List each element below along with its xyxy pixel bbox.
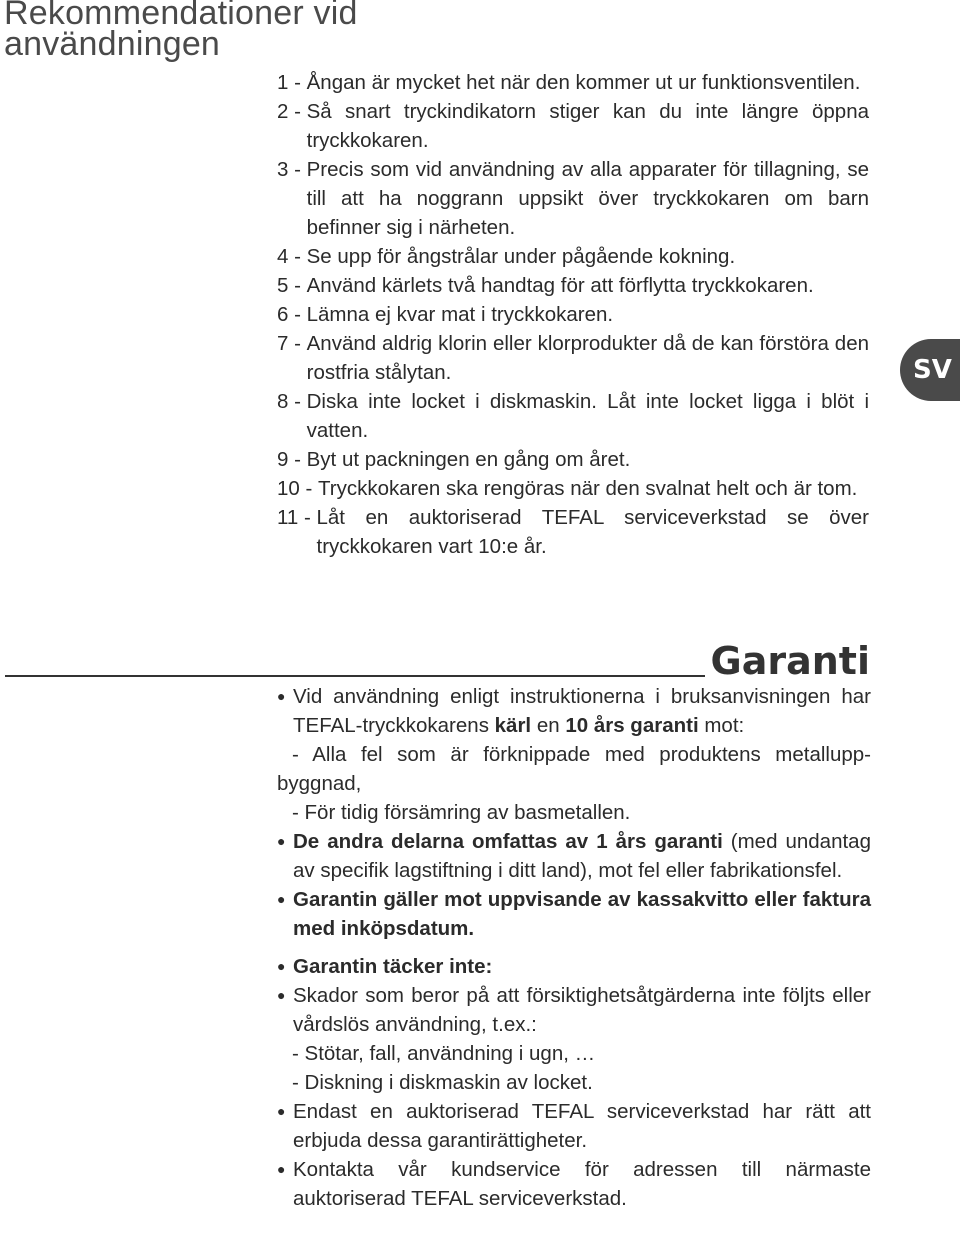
item-text: Se upp för ångstrålar under pågående kokning. <box>306 245 736 268</box>
list-item <box>277 97 869 155</box>
item-text: Lämna ej kvar mat i tryckkokaren. <box>306 303 614 326</box>
item-text: Låt en auktoriserad TEFAL serviceverkstad se över tryckkokaren vart 10:e år. <box>316 506 869 558</box>
list-item <box>277 445 869 474</box>
warranty-list <box>277 682 871 1213</box>
bullet-icon: ● <box>277 1103 286 1119</box>
bullet-icon: ● <box>277 688 286 704</box>
list-item <box>277 68 869 97</box>
bullet-text: en <box>531 714 566 737</box>
language-tab: SV <box>900 339 960 401</box>
item-number: 1 - <box>277 71 307 94</box>
list-item <box>277 503 869 561</box>
list-item <box>277 329 869 387</box>
list-item <box>277 242 869 271</box>
list-item <box>277 885 871 943</box>
list-item <box>277 155 869 242</box>
item-number: 9 - <box>277 448 307 471</box>
item-text: Använd kärlets två handtag för att förflytta tryckkokaren. <box>306 274 814 297</box>
list-item <box>277 981 871 1039</box>
bullet-icon: ● <box>277 1161 286 1177</box>
list-item <box>277 387 869 445</box>
item-number: 4 - <box>277 245 307 268</box>
bullet-text-bold: De andra delarna omfattas av 1 års garanti <box>293 830 723 853</box>
item-number: 6 - <box>277 303 307 326</box>
section-divider <box>5 675 705 677</box>
bullet-icon: ● <box>277 891 286 907</box>
list-item <box>277 474 869 503</box>
bullet-text: Endast en auktoriserad TEFAL serviceverkstad har rätt att erbjuda dessa garantirättigheter. <box>293 1100 871 1152</box>
bullet-text-bold: 10 års garanti <box>565 714 699 737</box>
bullet-text: (med undantag av specifik lagstiftning i ditt land), mot fel eller fabrikationsfel. <box>293 830 871 882</box>
sub-item: - Stötar, fall, användning i ugn, … <box>292 1042 596 1065</box>
item-text: Precis som vid användning av alla apparater för tillagning, se till att ha noggrann uppsikt över tryckkokaren om barn befinner sig i närheten. <box>306 158 869 239</box>
bullet-icon: ● <box>277 987 286 1003</box>
bullet-text-bold: Garantin täcker inte: <box>293 955 493 978</box>
list-item <box>277 300 869 329</box>
list-item <box>277 1155 871 1213</box>
list-item <box>277 952 871 981</box>
sub-item: - Diskning i diskmaskin av locket. <box>292 1071 593 1094</box>
item-number: 11 - <box>277 506 317 529</box>
item-number: 3 - <box>277 158 307 181</box>
sub-item: - Alla fel som är förknippade med produktens metallupp-byggnad, <box>277 743 871 795</box>
item-number: 10 - <box>277 477 319 500</box>
item-number: 5 - <box>277 274 307 297</box>
bullet-icon: ● <box>277 833 286 849</box>
bullet-text: Vid användning enligt instruktionerna i bruksanvisningen har TEFAL-tryckkokarens <box>293 685 871 737</box>
list-item <box>277 271 869 300</box>
item-text: Tryckkokaren ska rengöras när den svalnat helt och är tom. <box>318 477 858 500</box>
list-item <box>277 682 871 740</box>
item-text: Så snart tryckindikatorn stiger kan du inte längre öppna tryckkokaren. <box>306 100 869 152</box>
bullet-text: Skador som beror på att försiktighetsåtgärderna inte följts eller vårdslös användning, t.ex.: <box>293 984 871 1036</box>
bullet-text-bold: Garantin gäller mot uppvisande av kassakvitto eller faktura med inköpsdatum. <box>293 888 871 940</box>
list-item <box>277 827 871 885</box>
list-item <box>277 1097 871 1155</box>
section-heading: Garanti <box>710 639 870 683</box>
recommendation-list <box>277 68 869 561</box>
bullet-text: mot: <box>698 714 745 737</box>
page-title: Rekommendationer vid användningen <box>4 0 358 63</box>
item-text: Ångan är mycket het när den kommer ut ur funktionsventilen. <box>306 71 861 94</box>
item-text: Byt ut packningen en gång om året. <box>306 448 631 471</box>
item-text: Använd aldrig klorin eller klorprodukter då de kan förstöra den rostfria stålytan. <box>306 332 869 384</box>
item-number: 2 - <box>277 100 307 123</box>
sub-item: - För tidig försämring av basmetallen. <box>292 801 631 824</box>
item-number: 7 - <box>277 332 307 355</box>
bullet-text: Kontakta vår kundservice för adressen till närmaste auktoriserad TEFAL serviceverkstad. <box>293 1158 871 1210</box>
item-number: 8 - <box>277 390 307 413</box>
item-text: Diska inte locket i diskmaskin. Låt inte locket ligga i blöt i vatten. <box>306 390 869 442</box>
bullet-icon: ● <box>277 958 286 974</box>
bullet-text-bold: kärl <box>494 714 532 737</box>
